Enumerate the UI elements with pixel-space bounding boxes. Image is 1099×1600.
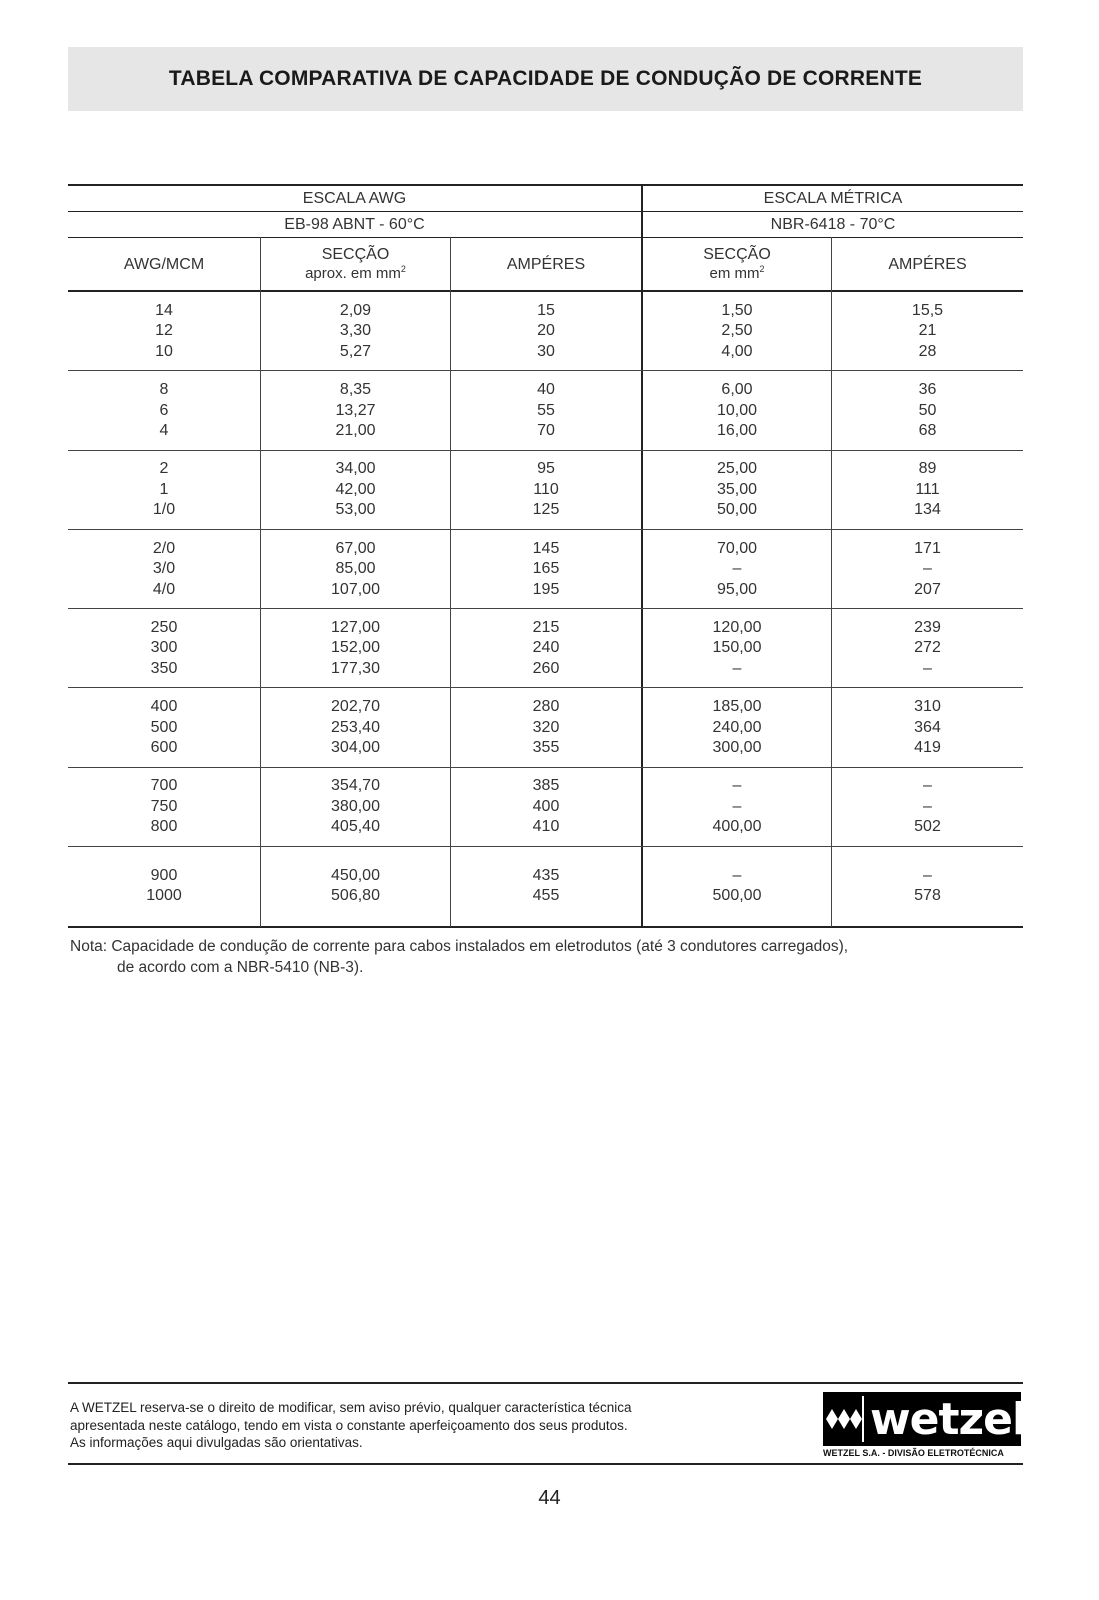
metric-section-value: – [732,866,742,884]
metric-amperes-value: – [923,777,932,795]
awg-section-value: 85,00 [335,560,376,577]
awg-size-cell [68,371,260,450]
awg-amperes-cell [451,292,641,371]
awg-size-value: 800 [150,818,178,836]
metric-section-value: 95,00 [716,580,758,598]
metric-section-cell [643,688,831,767]
table-row-group [68,688,1023,767]
awg-amperes-value: 355 [532,739,560,756]
metric-amperes-value: 272 [914,639,941,657]
awg-amperes-cell [451,451,641,530]
awg-section-value: 450,00 [331,866,380,884]
awg-size-value: 500 [150,718,178,736]
awg-section-cell [261,609,450,688]
awg-section-value: 304,00 [331,739,380,756]
metric-amperes-cell [832,847,1023,926]
awg-section-value: 107,00 [331,580,380,598]
metric-amperes-value: 89 [918,460,937,478]
awg-section-value: 42,00 [335,480,376,498]
awg-amperes-value: 400 [532,797,560,815]
awg-size-value: 400 [150,698,178,715]
awg-size-cell [68,847,260,926]
table-row-group [68,768,1023,847]
awg-size-value: 3/0 [152,560,176,577]
col-metric-section-unit [709,264,764,283]
awg-section-value: 202,70 [331,698,380,715]
logo-wave-icon [826,1396,864,1442]
metric-section-cell [643,768,831,847]
metric-section-value: 10,00 [716,401,758,419]
awg-size-cell [68,768,260,847]
awg-section-cell [261,530,450,609]
awg-amperes-value: 15 [537,301,555,319]
metric-section-value: 120,00 [712,618,762,636]
metric-amperes-value: 50 [918,401,937,419]
col-awg-section [261,238,450,290]
divider [68,450,1023,451]
awg-section-cell [261,847,450,926]
table-note [70,936,848,978]
col-metric-amperes: AMPÉRES [888,255,967,273]
awg-size-value: 300 [150,639,178,657]
awg-amperes-cell [451,847,641,926]
awg-amperes-value: 55 [537,401,555,419]
awg-amperes-value: 260 [532,659,560,677]
metric-scale-header: ESCALA MÉTRICA [763,190,903,207]
awg-amperes-value: 125 [532,501,560,519]
divider [68,370,1023,371]
metric-section-value: 4,00 [721,342,753,360]
footer-disclaimer [70,1399,631,1452]
metric-section-value: 500,00 [712,887,762,905]
col-metric-section-label: SECÇÃO [703,246,771,263]
awg-section-value: 67,00 [335,539,376,557]
awg-section-value: 380,00 [331,797,380,815]
awg-section-cell [261,292,450,371]
metric-amperes-value: – [923,866,932,884]
metric-section-value: 400,00 [712,818,762,836]
awg-amperes-value: 40 [537,381,555,398]
note-line-1: Nota: Capacidade de condução de corrente para cabos instalados em eletrodutos (até 3 condutores carregados), [70,938,849,955]
awg-section-cell [261,371,450,450]
awg-size-value: 1/0 [152,501,176,519]
table-row-group [68,847,1023,926]
metric-amperes-value: 68 [918,422,937,439]
metric-amperes-value: 578 [914,887,941,905]
awg-section-value: 8,35 [339,381,372,398]
footer-divider-bottom [68,1463,1023,1465]
metric-amperes-value: 239 [914,618,941,636]
awg-amperes-value: 30 [537,342,555,360]
awg-size-value: 2/0 [152,539,176,557]
metric-amperes-value: 134 [914,501,941,519]
metric-amperes-value: 207 [914,580,941,598]
metric-amperes-cell [832,688,1023,767]
awg-size-value: 4/0 [152,580,176,598]
metric-section-cell [643,609,831,688]
unit-text: em mm [709,265,760,282]
metric-amperes-value: 111 [915,480,940,498]
metric-section-value: 300,00 [712,739,762,756]
awg-size-value: 700 [150,777,178,795]
awg-section-value: 405,40 [331,818,380,836]
metric-standard-header: NBR-6418 - 70°C [770,216,896,233]
logo-subtitle: WETZEL S.A. - DIVISÃO ELETROTÉCNICA [823,1448,1004,1458]
page-number: 44 [538,1487,561,1509]
awg-size-value: 8 [159,381,169,398]
awg-section-value: 34,00 [335,460,376,478]
metric-amperes-value: – [923,560,932,577]
awg-size-value: 4 [159,422,169,439]
awg-size-value: 1 [159,480,169,498]
awg-section-value: 2,09 [339,301,372,319]
awg-amperes-cell [451,609,641,688]
awg-section-value: 21,00 [335,422,376,439]
awg-amperes-value: 165 [532,560,560,577]
superscript: 2 [759,264,765,274]
awg-size-cell [68,688,260,767]
table-row-group [68,609,1023,688]
awg-size-value: 2 [159,460,169,478]
awg-amperes-value: 240 [532,639,560,657]
metric-section-value: 150,00 [712,639,762,657]
metric-amperes-cell [832,530,1023,609]
awg-section-value: 506,80 [331,887,380,905]
title-bar [68,47,1023,111]
awg-size-value: 600 [150,739,178,756]
disclaimer-line: A WETZEL reserva-se o direito de modificar, sem aviso prévio, qualquer característica técnica [70,1400,632,1415]
awg-amperes-value: 410 [532,818,560,836]
awg-section-value: 253,40 [331,718,380,736]
awg-section-cell [261,768,450,847]
superscript: 2 [400,264,406,274]
awg-section-value: 152,00 [331,639,380,657]
awg-scale-header: ESCALA AWG [302,190,407,207]
metric-amperes-value: 28 [918,342,937,360]
metric-amperes-value: 364 [914,718,941,736]
awg-size-value: 6 [159,401,169,419]
col-metric-section [643,238,831,290]
table-row-group [68,530,1023,609]
awg-section-cell [261,451,450,530]
awg-size-value: 14 [155,301,173,319]
footer-divider-top [68,1382,1023,1384]
awg-amperes-value: 95 [537,460,555,478]
awg-size-value: 250 [150,618,178,636]
awg-size-value: 350 [150,659,178,677]
awg-size-cell [68,530,260,609]
metric-section-value: – [732,560,742,577]
metric-amperes-cell [832,768,1023,847]
col-awg-mcm: AWG/MCM [123,255,205,273]
disclaimer-line: apresentada neste catálogo, tendo em vista o constante aperfeiçoamento dos seus produtos. [70,1417,628,1433]
awg-amperes-value: 110 [533,480,559,498]
metric-section-value: – [732,777,742,795]
awg-section-value: 177,30 [331,659,380,677]
awg-section-value: 354,70 [331,777,380,795]
awg-section-value: 53,00 [335,501,376,519]
metric-section-value: 6,00 [721,381,753,398]
awg-size-value: 900 [150,866,178,884]
awg-amperes-cell [451,530,641,609]
awg-standard-header: EB-98 ABNT - 60°C [284,216,425,233]
awg-section-cell [261,688,450,767]
awg-size-cell [68,451,260,530]
disclaimer-line: As informações aqui divulgadas são orientativas. [70,1435,363,1450]
divider [68,926,1023,928]
metric-section-value: 50,00 [716,501,758,519]
unit-text: aprox. em mm [305,265,401,282]
metric-amperes-cell [832,609,1023,688]
metric-section-value: 2,50 [721,322,753,340]
awg-amperes-value: 455 [532,887,560,905]
awg-amperes-value: 70 [537,422,555,439]
awg-amperes-value: 320 [532,718,560,736]
awg-size-value: 1000 [146,887,182,905]
metric-section-value: 1,50 [721,301,753,319]
awg-amperes-cell [451,371,641,450]
metric-section-cell [643,530,831,609]
metric-section-value: 70,00 [716,539,758,557]
divider [68,687,1023,688]
table-row-group [68,451,1023,530]
metric-section-cell [643,847,831,926]
metric-amperes-cell [832,371,1023,450]
table-row-group [68,371,1023,450]
metric-section-value: – [732,659,742,677]
ampacity-table [68,184,1023,929]
metric-section-value: – [732,797,742,815]
divider [68,767,1023,768]
awg-amperes-value: 20 [537,322,555,340]
metric-amperes-value: 36 [918,381,937,398]
metric-amperes-value: – [923,659,932,677]
col-awg-section-unit [305,264,406,283]
metric-amperes-value: – [923,797,932,815]
metric-amperes-value: 15,5 [911,301,944,319]
awg-section-value: 13,27 [335,401,376,419]
metric-amperes-value: 310 [914,698,941,715]
metric-section-cell [643,371,831,450]
awg-amperes-cell [451,768,641,847]
col-awg-amperes: AMPÉRES [506,255,586,273]
note-line-2: de acordo com a NBR-5410 (NB-3). [117,959,364,976]
col-awg-section-label: SECÇÃO [321,246,390,263]
awg-amperes-value: 385 [532,777,560,795]
metric-amperes-cell [832,451,1023,530]
awg-amperes-cell [451,688,641,767]
awg-size-value: 12 [155,322,173,340]
awg-amperes-value: 435 [532,866,560,884]
metric-section-value: 185,00 [712,698,762,715]
awg-section-value: 5,27 [339,342,372,360]
metric-section-value: 240,00 [712,718,762,736]
metric-amperes-value: 419 [914,739,941,756]
wetzel-logo [823,1392,1027,1446]
divider [68,846,1023,847]
metric-amperes-cell [832,292,1023,371]
metric-amperes-value: 171 [914,539,941,557]
awg-amperes-value: 215 [532,618,560,636]
awg-size-value: 750 [150,797,178,815]
metric-section-value: 35,00 [716,480,758,498]
awg-size-cell [68,609,260,688]
divider [68,608,1023,609]
table-row-group [68,292,1023,371]
awg-size-cell [68,292,260,371]
awg-section-value: 127,00 [331,618,380,636]
metric-section-cell [643,451,831,530]
metric-amperes-value: 502 [914,818,941,836]
metric-section-cell [643,292,831,371]
metric-section-value: 25,00 [716,460,758,478]
page-title: TABELA COMPARATIVA DE CAPACIDADE DE CONDUÇÃO DE CORRENTE [168,67,923,90]
logo-wordmark: wetzel [870,1393,1027,1445]
metric-section-value: 16,00 [716,422,758,439]
awg-amperes-value: 145 [532,539,560,557]
metric-amperes-value: 21 [918,322,937,340]
awg-amperes-value: 195 [532,580,560,598]
divider [68,529,1023,530]
awg-amperes-value: 280 [532,698,560,715]
awg-size-value: 10 [155,342,173,360]
awg-section-value: 3,30 [339,322,372,340]
